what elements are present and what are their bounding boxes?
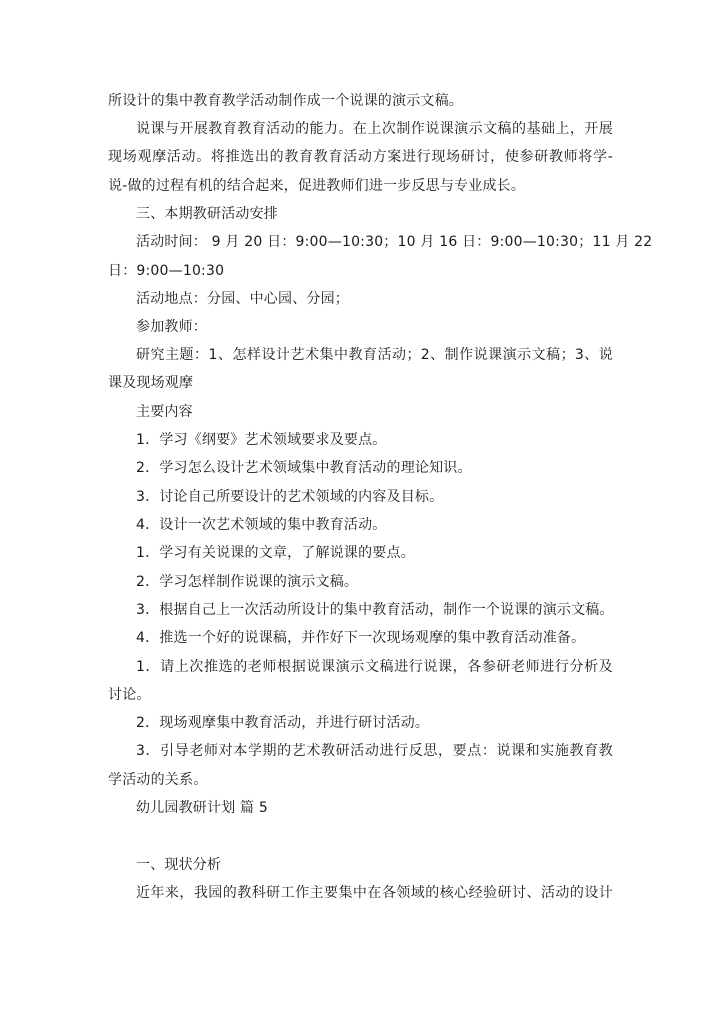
- list-item: 2．学习怎么设计艺术领域集中教育活动的理论知识。: [136, 460, 472, 476]
- list-item: 3．根据自己上一次活动所设计的集中教育活动，制作一个说课的演示文稿。: [136, 602, 614, 618]
- paragraph-line: 所设计的集中教育教学活动制作成一个说课的演示文稿。: [108, 93, 463, 109]
- paragraph-line: 研究主题：1、怎样设计艺术集中教育活动；2、制作说课演示文稿；3、说: [136, 347, 613, 363]
- paragraph-line: 课及现场观摩: [108, 375, 194, 391]
- list-item: 4．推选一个好的说课稿，并作好下一次现场观摩的集中教育活动准备。: [136, 630, 586, 646]
- paragraph-line: 近年来，我园的教科研工作主要集中在各领域的核心经验研讨、活动的设计: [136, 885, 613, 901]
- section-heading: 一、现状分析: [136, 857, 222, 873]
- list-item: 3．讨论自己所要设计的艺术领域的内容及目标。: [136, 489, 444, 505]
- paragraph-line: 活动地点：分园、中心园、分园；: [136, 291, 349, 307]
- list-item: 3．引导老师对本学期的艺术教研活动进行反思，要点：说课和实施教育教: [136, 743, 613, 759]
- list-item: 1．学习有关说课的文章，了解说课的要点。: [136, 545, 415, 561]
- list-item: 2．现场观摩集中教育活动，并进行研讨活动。: [136, 715, 430, 731]
- paragraph-line: 说课与开展教育教育活动的能力。在上次制作说课演示文稿的基础上，开展: [136, 121, 613, 137]
- list-item: 1．请上次推选的老师根据说课演示文稿进行说课，各参研老师进行分析及: [136, 659, 613, 675]
- paragraph-line: 活动时间： 9 月 20 日：9:00—10:30；10 月 16 日：9:00—10:30；11 月 22: [136, 234, 653, 250]
- paragraph-line: 现场观摩活动。将推选出的教育教育活动方案进行现场研讨，使参研教师将学-: [108, 149, 613, 165]
- list-item-continuation: 讨论。: [108, 687, 151, 703]
- list-item: 1．学习《纲要》艺术领域要求及要点。: [136, 432, 387, 448]
- paragraph-line: 参加教师：: [136, 319, 207, 335]
- list-item: 4．设计一次艺术领域的集中教育活动。: [136, 517, 387, 533]
- subsection-heading: 主要内容: [136, 404, 193, 420]
- paragraph-line: 日：9:00—10:30: [108, 263, 225, 279]
- section-heading: 三、本期教研活动安排: [136, 206, 278, 222]
- paragraph-line: 说-做的过程有机的结合起来，促进教师们进一步反思与专业成长。: [108, 178, 526, 194]
- list-item-continuation: 学活动的关系。: [108, 772, 208, 788]
- article-title: 幼儿园教研计划 篇 5: [136, 800, 269, 816]
- list-item: 2．学习怎样制作说课的演示文稿。: [136, 574, 359, 590]
